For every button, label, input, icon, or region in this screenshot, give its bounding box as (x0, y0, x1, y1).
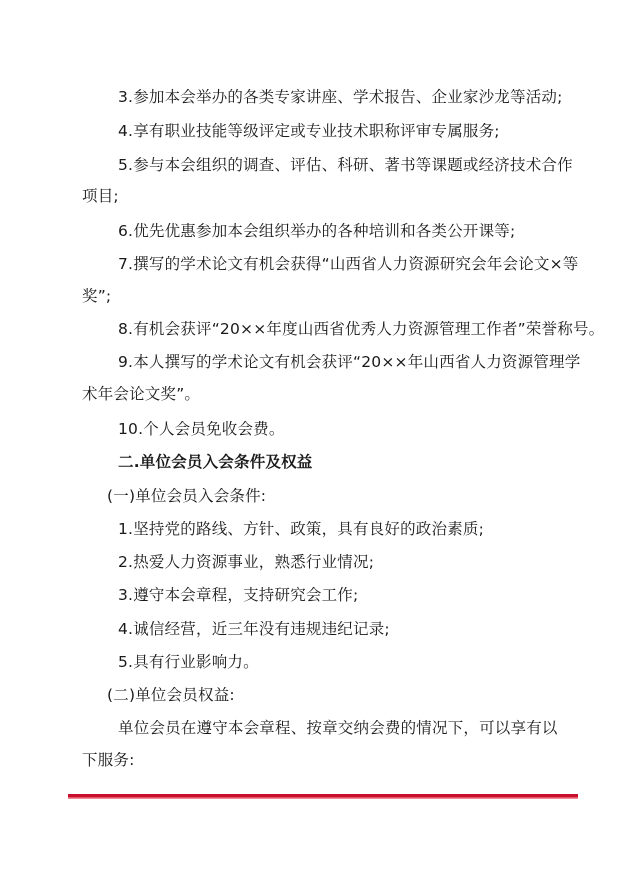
benefit-item-10: 10.个人会员免收会费。 (118, 420, 285, 438)
condition-item-1: 1.坚持党的路线、方针、政策，具有良好的政治素质; (118, 520, 485, 538)
benefit-item-4: 4.享有职业技能等级评定或专业技术职称评审专属服务; (118, 122, 500, 140)
subsection-rights-heading: (二)单位会员权益: (107, 686, 235, 704)
rights-paragraph-continued: 下服务: (82, 751, 135, 769)
benefit-item-9-continued: 术年会论文奖”。 (82, 385, 201, 403)
benefit-item-6: 6.优先优惠参加本会组织举办的各种培训和各类公开课等; (118, 222, 516, 240)
condition-item-3: 3.遵守本会章程，支持研究会工作; (118, 586, 359, 604)
rights-paragraph: 单位会员在遵守本会章程、按章交纳会费的情况下，可以享有以 (118, 719, 558, 737)
condition-item-5: 5.具有行业影响力。 (118, 653, 259, 671)
benefit-item-7-continued: 奖”; (82, 287, 112, 305)
section-heading: 二.单位会员入会条件及权益 (118, 453, 313, 471)
condition-item-2: 2.热爱人力资源事业，熟悉行业情况; (118, 553, 375, 571)
benefit-item-3: 3.参加本会举办的各类专家讲座、学术报告、企业家沙龙等活动; (118, 88, 563, 106)
benefit-item-9: 9.本人撰写的学术论文有机会获评“20××年山西省人力资源管理学 (118, 353, 581, 371)
subsection-conditions-heading: (一)单位会员入会条件: (107, 487, 267, 505)
benefit-item-7: 7.撰写的学术论文有机会获得“山西省人力资源研究会年会论文×等 (118, 255, 579, 273)
condition-item-4: 4.诚信经营，近三年没有违规违纪记录; (118, 620, 390, 638)
red-divider-rule (68, 794, 578, 799)
benefit-item-5-continued: 项目; (82, 187, 119, 205)
benefit-item-8: 8.有机会获评“20××年度山西省优秀人力资源管理工作者”荣誉称号。 (118, 320, 605, 338)
benefit-item-5: 5.参与本会组织的调查、评估、科研、著书等课题或经济技术合作 (118, 156, 573, 174)
